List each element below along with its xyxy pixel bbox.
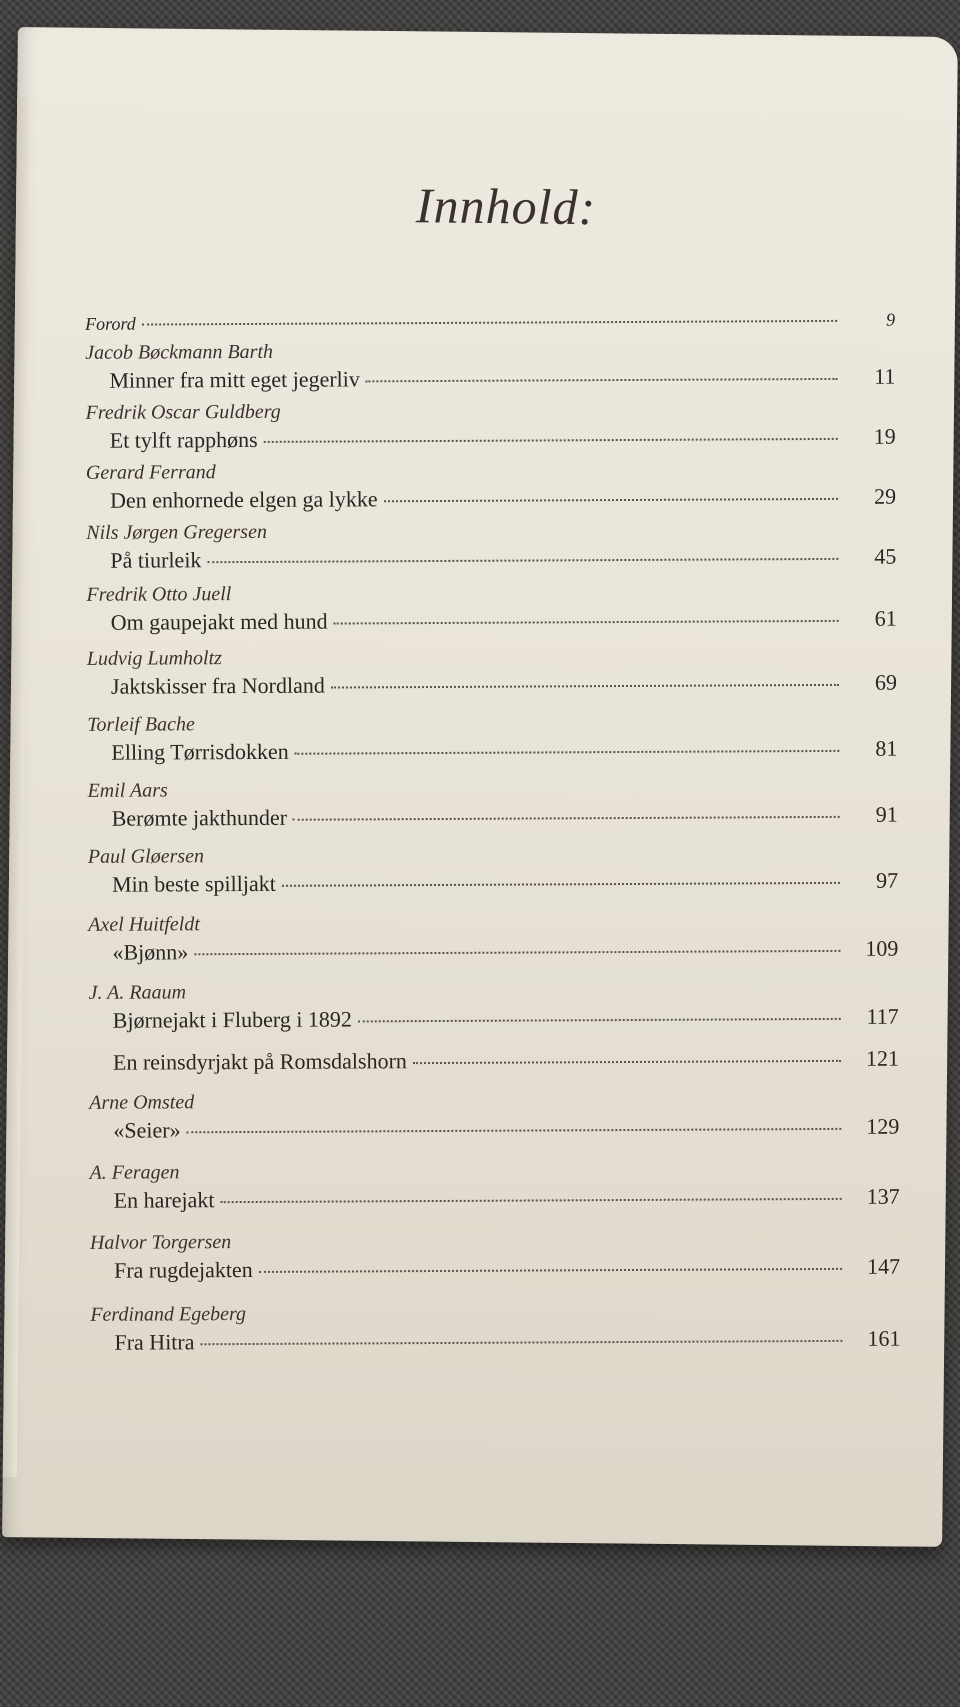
leader-dots xyxy=(259,1268,842,1273)
page-spine-shadow xyxy=(3,97,31,1477)
toc-page-number: 147 xyxy=(866,1253,901,1279)
toc-author: Fredrik Otto Juell xyxy=(86,583,232,606)
toc-entry xyxy=(89,1088,899,1156)
leader-dots xyxy=(207,558,838,563)
toc-entry xyxy=(89,1158,899,1226)
toc-entry xyxy=(88,842,898,910)
toc-entry xyxy=(86,580,896,648)
toc-page-number: 61 xyxy=(874,605,897,631)
toc-title: Den enhornede elgen ga lykke xyxy=(109,486,378,513)
leader-dots xyxy=(331,684,839,689)
toc-entry xyxy=(87,644,897,712)
toc-author: Jacob Bøckmann Barth xyxy=(85,340,274,364)
leader-dots xyxy=(293,816,840,821)
toc-page-number: 97 xyxy=(875,867,899,893)
toc-title: «Seier» xyxy=(113,1117,181,1143)
toc-entry xyxy=(87,776,897,844)
toc-page-number: 121 xyxy=(865,1045,900,1071)
toc-author: Arne Omsted xyxy=(89,1091,195,1114)
leader-dots xyxy=(264,438,838,443)
toc-page-number: 161 xyxy=(867,1325,901,1351)
toc-page-number: 117 xyxy=(866,1003,899,1029)
leader-dots xyxy=(142,320,837,326)
toc-entry xyxy=(89,1020,899,1088)
toc-author: Emil Aars xyxy=(87,779,168,802)
toc-author: Fredrik Oscar Guldberg xyxy=(85,400,281,424)
table-of-contents xyxy=(85,302,901,1355)
toc-author: J. A. Raaum xyxy=(88,981,187,1004)
toc-page-number: 9 xyxy=(886,309,896,330)
toc-entry xyxy=(90,1228,900,1296)
toc-page-number: 11 xyxy=(874,363,896,389)
toc-entry xyxy=(87,710,897,778)
toc-entry xyxy=(86,518,896,586)
toc-title: På tiurleik xyxy=(110,547,202,573)
toc-author: Paul Gløersen xyxy=(87,845,205,868)
toc-title: Fra rugdejakten xyxy=(114,1256,253,1283)
leader-dots xyxy=(194,950,840,955)
leader-dots xyxy=(295,750,840,755)
toc-author: Gerard Ferrand xyxy=(85,461,216,484)
toc-title: Minner fra mitt eget jegerliv xyxy=(109,366,360,393)
toc-title: Jaktskisser fra Nordland xyxy=(110,672,325,699)
toc-title: Bjørnejakt i Fluberg i 1892 xyxy=(112,1006,352,1033)
toc-title: «Bjønn» xyxy=(112,939,189,965)
toc-page-number: 45 xyxy=(874,543,897,569)
toc-title: Berømte jakthunder xyxy=(111,804,288,831)
leader-dots xyxy=(187,1128,842,1133)
toc-title: En harejakt xyxy=(113,1187,215,1213)
toc-entry xyxy=(90,1300,900,1368)
toc-title: Et tylft rapphøns xyxy=(109,426,258,453)
toc-page-number: 109 xyxy=(865,935,899,961)
leader-dots xyxy=(221,1198,842,1203)
toc-author: Ferdinand Egeberg xyxy=(90,1303,247,1326)
book-page xyxy=(2,27,958,1547)
leader-dots xyxy=(334,620,839,625)
toc-author: Halvor Torgersen xyxy=(89,1231,232,1254)
toc-entry xyxy=(85,338,895,406)
toc-title: Min beste spilljakt xyxy=(111,870,276,897)
toc-entry xyxy=(86,398,896,466)
toc-author: A. Feragen xyxy=(89,1161,180,1184)
toc-author: Ludvig Lumholtz xyxy=(86,647,222,670)
toc-page-number: 91 xyxy=(875,801,898,827)
toc-page-number: 29 xyxy=(873,483,897,509)
toc-entry xyxy=(88,910,898,978)
toc-title: En reinsdyrjakt på Romsdalshorn xyxy=(112,1048,407,1075)
toc-title: Elling Tørrisdokken xyxy=(111,738,289,765)
toc-title: Forord xyxy=(85,313,136,334)
toc-page-number: 19 xyxy=(873,423,896,449)
leader-dots xyxy=(384,498,838,502)
leader-dots xyxy=(282,882,840,887)
page-title: Innhold: xyxy=(415,177,597,236)
toc-author: Axel Huitfeldt xyxy=(88,913,200,936)
toc-page-number: 81 xyxy=(875,735,898,761)
toc-page-number: 129 xyxy=(866,1113,900,1139)
toc-entry xyxy=(86,458,896,526)
toc-page-number: 69 xyxy=(874,669,898,695)
toc-title: Om gaupejakt med hund xyxy=(110,608,328,635)
leader-dots xyxy=(366,378,838,382)
toc-author: Torleif Bache xyxy=(87,713,195,736)
leader-dots xyxy=(200,1340,842,1345)
toc-page-number: 137 xyxy=(866,1183,900,1209)
toc-author: Nils Jørgen Gregersen xyxy=(86,520,267,544)
leader-dots xyxy=(413,1060,841,1064)
toc-title: Fra Hitra xyxy=(114,1329,195,1355)
